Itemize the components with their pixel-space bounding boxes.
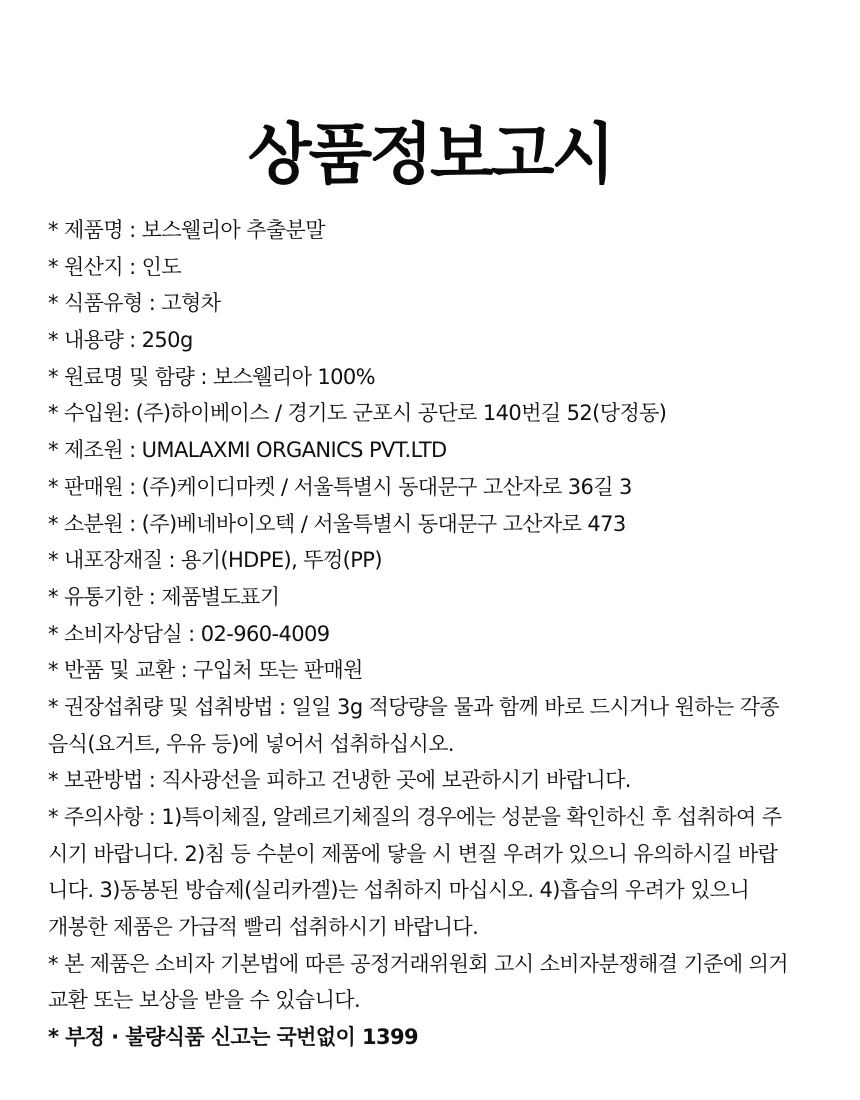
info-line-consumer-law: * 본 제품은 소비자 기본법에 따른 공정거래위원회 고시 소비자분쟁해결 기준에 의거 xyxy=(48,951,788,976)
info-line-repacker: * 소분원 : (주)베네바이오텍 / 서울특별시 동대문구 고산자로 473 xyxy=(48,511,626,536)
info-line-food-type: * 식품유형 : 고형차 xyxy=(48,291,221,316)
info-line-consumer-law-cont: 교환 또는 보상을 받을 수 있습니다. xyxy=(48,988,361,1013)
info-line-product-name: * 제품명 : 보스웰리아 추출분말 xyxy=(48,218,325,242)
info-line-expiry: * 유통기한 : 제품별도표기 xyxy=(48,584,280,609)
info-line-cautions-cont-2: 니다. 3)동봉된 방습제(실리카겔)는 섭취하지 마십시오. 4)흡습의 우려가 있으니 xyxy=(48,878,750,903)
info-line-returns: * 반품 및 교환 : 구입처 또는 판매원 xyxy=(48,658,363,683)
info-line-cautions-cont-3: 개봉한 제품은 가급적 빨리 섭취하시기 바랍니다. xyxy=(48,915,479,940)
info-line-importer: * 수입원: (주)하이베이스 / 경기도 군포시 공단로 140번길 52(당정동) xyxy=(48,401,667,426)
info-line-cautions-cont-1: 시기 바랍니다. 2)침 등 수분이 제품에 닿을 시 변질 우려가 있으니 유의하시길 바랍 xyxy=(48,841,778,866)
page-title: 상품정보고시 xyxy=(247,116,613,194)
info-line-packaging: * 내포장재질 : 용기(HDPE), 뚜껑(PP) xyxy=(48,548,382,573)
info-line-dosage: * 권장섭취량 및 섭취방법 : 일일 3g 적당량을 물과 함께 바로 드시거나 원하는 각종 xyxy=(48,694,780,719)
info-line-manufacturer: * 제조원 : UMALAXMI ORGANICS PVT.LTD xyxy=(48,438,447,463)
info-line-ingredients: * 원료명 및 함량 : 보스웰리아 100% xyxy=(48,364,376,389)
info-line-dosage-cont: 음식(요거트, 우유 등)에 넣어서 섭취하십시오. xyxy=(48,731,454,756)
product-info-list xyxy=(48,212,828,1056)
info-line-report-hotline: * 부정 · 불량식품 신고는 국번없이 1399 xyxy=(48,1025,418,1050)
info-line-origin: * 원산지 : 인도 xyxy=(48,254,182,279)
info-line-net-content: * 내용량 : 250g xyxy=(48,328,193,353)
info-line-customer-service: * 소비자상담실 : 02-960-4009 xyxy=(48,621,330,646)
info-line-storage: * 보관방법 : 직사광선을 피하고 건냉한 곳에 보관하시기 바랍니다. xyxy=(48,768,631,793)
info-line-seller: * 판매원 : (주)케이디마켓 / 서울특별시 동대문구 고산자로 36길 3 xyxy=(48,474,632,499)
info-line-cautions: * 주의사항 : 1)특이체질, 알레르기체질의 경우에는 성분을 확인하신 후 섭취하여 주 xyxy=(48,805,782,829)
